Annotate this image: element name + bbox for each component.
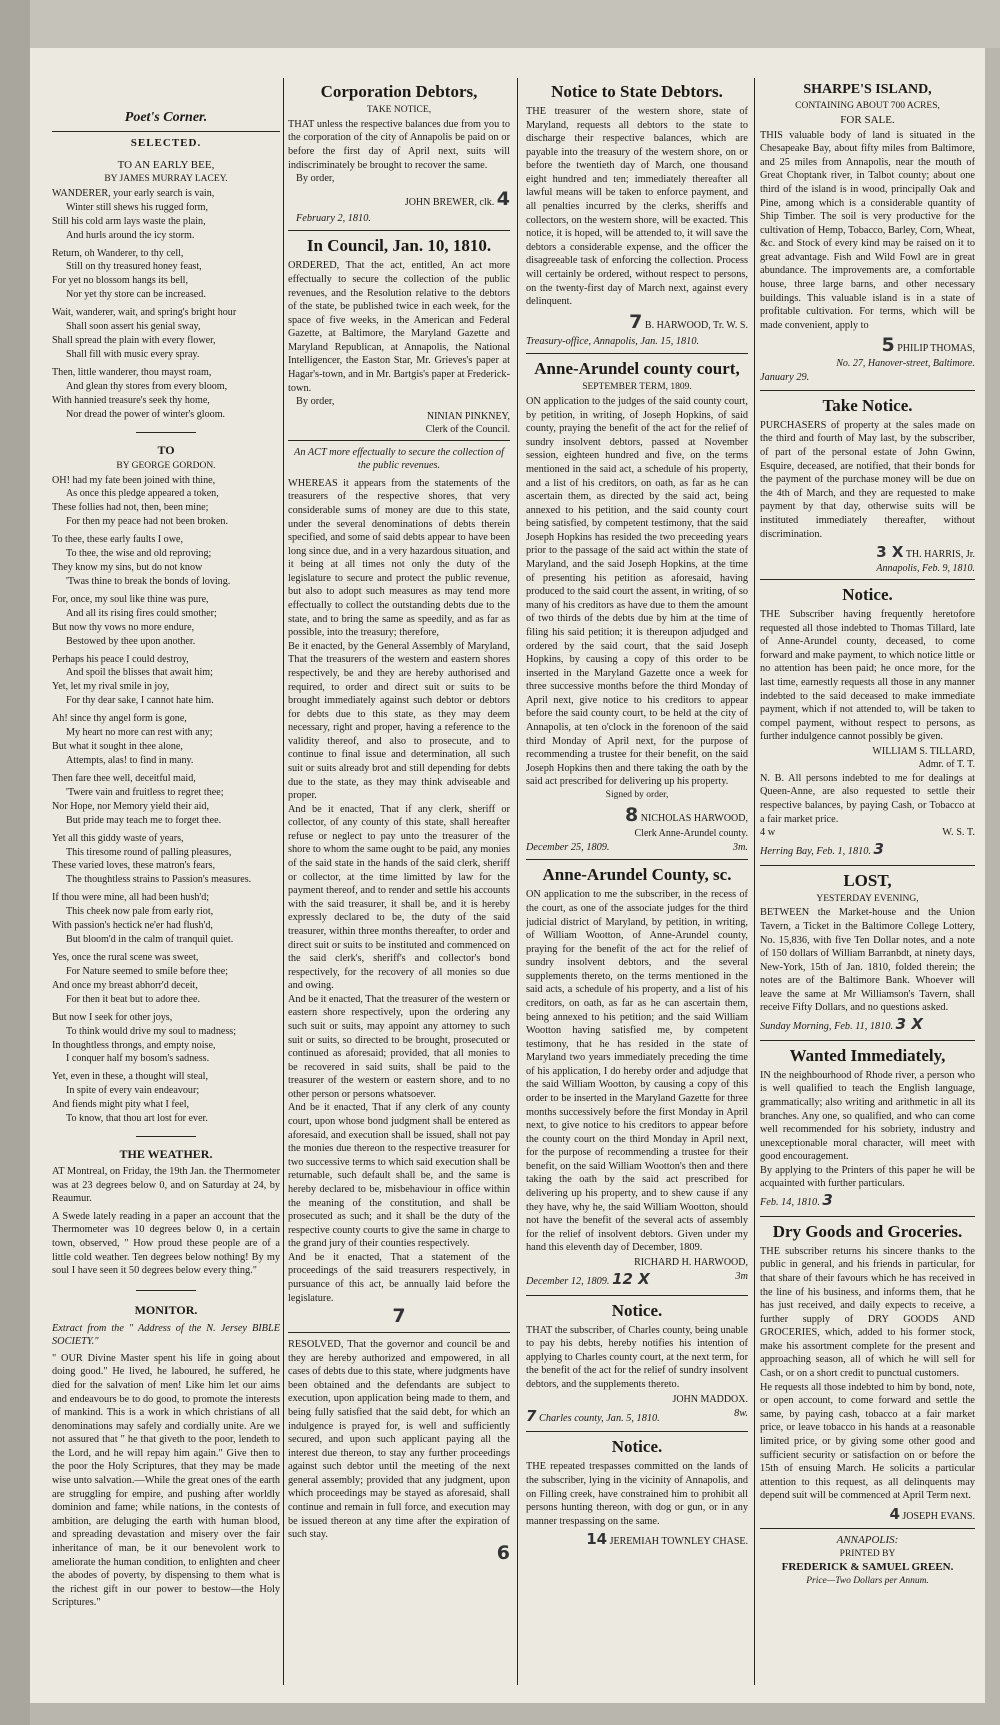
notice-date [760, 840, 975, 860]
poem-line: To think would drive my soul to madness; [66, 1025, 237, 1037]
notice-date-text: Charles county, Jan. 5, 1810. [539, 1412, 660, 1424]
column-rule [517, 78, 518, 1685]
notice-heading: Notice. [611, 1437, 663, 1457]
state-debtors-heading: Notice to State Debtors. [551, 82, 723, 101]
aa-court-heading: Anne-Arundel county court, [534, 359, 740, 379]
notice-signer: JOHN MADDOX. [672, 1393, 748, 1405]
scan-left-margin [0, 0, 30, 1725]
council-signer-title: Clerk of the Council. [425, 423, 510, 435]
poem-line: Shall fill with music every spray. [66, 349, 200, 361]
column-rule [754, 78, 755, 1685]
handwritten-mark: 8 [625, 803, 639, 826]
aa-county-heading: Anne-Arundel County, sc. [542, 865, 732, 885]
handwritten-mark: 6 [496, 1541, 510, 1564]
aa-court-signer-title: Clerk Anne-Arundel county. [634, 827, 748, 839]
poem-line: With passion's hectick ne'er had flush'd, [52, 920, 213, 932]
take-notice-signer: TH. HARRIS, Jr. [905, 549, 975, 561]
poem-line: For Nature seemed to smile before thee; [66, 965, 229, 977]
corporation-date: February 2, 1810. [296, 212, 371, 224]
poem-line: Still on thy treasured honey feast, [66, 261, 202, 273]
act-section: And be it enacted, That a statement of the proceedings of the said treasurers respectively, in pursuance of this act, be annually laid before the legislature. [288, 1251, 510, 1304]
divider [136, 432, 196, 433]
handwritten-mark: 5 [881, 334, 895, 357]
divider [526, 859, 748, 860]
sharpes-island-address: No. 27, Hanover-street, Baltimore. [836, 358, 975, 370]
poem2 [52, 474, 280, 1127]
poem-line: And glean thy stores from every bloom, [66, 380, 228, 392]
poem-line: Shall spread the plain with every flower, [52, 335, 216, 347]
poem-line: Nor Hope, nor Memory yield their aid, [52, 800, 209, 812]
poem-line: But now thy vows no more endure, [52, 621, 195, 633]
poem2-author: BY GEORGE GORDON. [116, 460, 216, 471]
poem-line: 'Twere vain and fruitless to regret thee; [66, 786, 224, 798]
poem-line: WANDERER, your early search is vain, [52, 187, 215, 199]
poem-line: Then, little wanderer, thou mayst roam, [52, 366, 212, 378]
sharpes-island-acres: CONTAINING ABOUT 700 ACRES, [795, 101, 940, 111]
poem-line: In spite of every vain endeavour; [66, 1085, 200, 1097]
take-notice-date: Annapolis, Feb. 9, 1810. [876, 563, 975, 575]
weather-paragraph: A Swede lately reading in a paper an account that the Thermometer was 10 degrees below 0, in a certain town, observed, " How proud these people are of a little cold weather. Ten degrees below nothing! By my soul I have seen it 50 degrees below every thing." [52, 1210, 280, 1277]
act-section: And be it enacted, That the treasurer of the western or eastern shore respectively, upon the ordering any such suit or suits, may appoint any attorney to such suit or suits, so directed to be brought, prosecuted or continued as aforesaid; provided, that all monies to be recovered in said suits, shall be paid to the treasurer of the western or eastern shore, and to no other person or persons whatsoever. [288, 993, 510, 1100]
sharpes-island-signer: PHILIP THOMAS, [897, 343, 975, 355]
dry-goods-body: THE subscriber returns his sincere thanks to the public in general, and his friends in particular, for that share of their favours which he has received in the line of his business, and informs them, that he has just received, and daily expects to receive, a further supply of DRY GOODS AND GROCERIES, which, added to his former stock, make his assortment complete for the present and approaching season, all of which he will sell for Cash, or on a short credit to punctual customers. [760, 1245, 975, 1380]
divider [526, 353, 748, 354]
column-4 [760, 80, 975, 1685]
poem-line: Shall soon assert his genial sway, [66, 321, 201, 333]
divider [526, 1295, 748, 1296]
poem-line: Yet, even in these, a thought will steal, [52, 1071, 208, 1083]
in-council-heading: In Council, Jan. 10, 1810. [306, 236, 492, 256]
poem-line: But what it sought in thee alone, [52, 741, 183, 753]
lost-date [760, 1015, 975, 1035]
notice-body: THE Subscriber having frequently heretofore requested all those indebted to Thomas Tillard, late of Anne-Arundel county, deceased, to come forward and make payment, to which notice little or no attention has been paid; he once more, for the last time, earnestly requests all those in any manner indebted to the said deceased to make immediate payment, which if not attended to, will be taken to compel payment, without respect to persons, as further indulgence cannot possibly be given. [760, 609, 975, 743]
notice-signer-title: Admr. of T. T. [918, 758, 975, 770]
notice-heading: Notice. [611, 1300, 663, 1320]
poem-line: For, once, my soul like thine was pure, [52, 593, 209, 605]
poem-line: Bestowed by thee upon another. [66, 635, 196, 647]
poem2-title: TO [157, 442, 175, 457]
corporation-signature [288, 188, 510, 210]
poem-line: But now I seek for other joys, [52, 1011, 173, 1023]
poem-line: For thy dear sake, I cannot hate him. [66, 695, 214, 707]
poem-line: Attempts, alas! to find in many. [66, 755, 194, 767]
divider [526, 1431, 748, 1432]
poem-line: Yet all this giddy waste of years, [52, 832, 184, 844]
wanted-date [760, 1191, 975, 1211]
poem-line: To thee, the wise and old reproving; [66, 548, 212, 560]
poem-line: As once this pledge appeared a token, [66, 488, 219, 500]
state-debtors-body: THE treasurer of the western shore, state of Maryland, requests all debtors to the state to discharge their respective balances, which are payable into the treasury of the western shore, on or before the twentieth day of March, one thousand eight hundred and ten; immediately thereafter all lawful means will be taken to enforce payment, and all penalties incurred by the clerks, sheriffs and collectors, on the western shore, will be exacted. This notice, it is hoped, will be attended to, it will save the debtors a considerable expense, and the officer the disagreeable task of enforcing the collection. Process will certainly be ordered, without respect to persons, on the twenty-first day of March next, against every delinquent. [526, 106, 748, 308]
divider [288, 1332, 510, 1333]
weather-paragraph: AT Montreal, on Friday, the 19th Jan. the Thermometer was at 23 degrees below 0, and on Saturday at 24, by Reaumur. [52, 1166, 280, 1205]
notice-body: THAT the subscriber, of Charles county, being unable to pay his debts, hereby notifies his intention of applying to Charles county court, at the next term, for the benefit of the act for the relief of sundry insolvent debtors, and the supplements thereto. [526, 1324, 748, 1391]
notice-term-length: 4 w [760, 827, 776, 839]
aa-court-signer: NICHOLAS HARWOOD, [640, 812, 748, 824]
take-notice-body: PURCHASERS of property at the sales made on the third and fourth of May last, by the subscriber, of part of the personal estate of John Gwinn, Esquire, deceased, are notified, that their bonds for the payment of the purchase money will be due on the 4th of March, and they are requested to make payment by that day, otherwise suits will be instituted immediately thereafter, without discrimination. [760, 419, 975, 540]
poem1-title: TO AN EARLY BEE, [117, 159, 215, 171]
poem-line: And fiends might pity what I feel, [52, 1099, 190, 1111]
selected-label: SELECTED. [130, 137, 202, 149]
divider [760, 865, 975, 866]
poem-line: These varied loves, these matron's fears, [52, 860, 215, 872]
poem-line: Yet, let my rival smile in joy, [52, 681, 170, 693]
poem-line: To know, that thou art lost for ever. [66, 1113, 208, 1125]
poem-line: Yes, once the rural scene was sweet, [52, 952, 199, 963]
poem-line: And spoil the blisses that await him; [66, 667, 213, 679]
poem-line: Then fare thee well, deceitful maid, [52, 772, 196, 784]
state-debtors-signature [526, 311, 748, 333]
column-rule [283, 78, 284, 1685]
handwritten-mark: 3 X [895, 1015, 923, 1034]
corporation-signer: JOHN BREWER, clk. [404, 196, 495, 208]
poem-line: Nor yet thy store can be increased. [66, 289, 206, 301]
column-3 [526, 80, 748, 1685]
corporation-debtors-heading: Corporation Debtors, [320, 82, 478, 101]
wanted-body-2: By applying to the Printers of this paper he will be acquainted with further particulars. [760, 1164, 975, 1190]
handwritten-mark: 3 X [876, 543, 904, 562]
resolved-body: RESOLVED, That the governor and council be and they are hereby authorized and empowered, in all cases of debts due to this state, where judgments have been obtained and the defendants are subject to execution, upon application being made to them, and being fully satisfied that the said debt, for which an indulgence is prayed for, is well and sufficiently secured, and upon such applicant paying all the interest due thereon, to stay any further proceedings against such debtor until the meeting of the next general assembly; provided that any judgment, upon which proceedings may be stayed as aforesaid, shall continue and remain in full force, and execution may be issued thereon at any time after the expiration of such stay. [288, 1339, 510, 1541]
aa-court-signed: Signed by order, [605, 789, 669, 800]
weather-heading: THE WEATHER. [119, 1147, 213, 1162]
act-preamble: WHEREAS it appears from the statements of the treasurers of the respective shores, that very considerable sums of money are due to this state, under the several denominations of debts therein specified, and some of said debts appear to have been long since due, and in a very hazardous situation, and it being at all times not only the duty of the legislature to secure and protect the public revenue, but also to adopt such measures as may tend more effectually to collect the outstanding debts due to the state, and to bring the same as speedily, and as far as possible, into the treasury; therefore, [288, 477, 510, 639]
lost-date-text: Sunday Morning, Feb. 11, 1810. [760, 1021, 894, 1033]
poem1-author: BY JAMES MURRAY LACEY. [104, 174, 228, 184]
poem-line: For then it beat but to adore thee. [66, 993, 200, 1005]
poem-line: To thee, these early faults I owe, [52, 534, 184, 546]
divider [760, 390, 975, 391]
notice-signature [526, 1530, 748, 1548]
poem-line: In thoughtless throngs, and empty noise, [52, 1039, 216, 1051]
handwritten-mark: 7 [629, 310, 643, 333]
aa-county-signer: RICHARD H. HARWOOD, [634, 1256, 748, 1268]
aa-court-term: SEPTEMBER TERM, 1809. [582, 382, 692, 393]
divider [760, 579, 975, 580]
dry-goods-heading: Dry Goods and Groceries. [772, 1221, 963, 1241]
handwritten-mark: 14 [586, 1530, 608, 1549]
poem-line: OH! had my fate been joined with thine, [52, 474, 216, 486]
poem-line: Still his cold arm lays waste the plain, [52, 215, 206, 227]
notice-signer: WILLIAM S. TILLARD, [872, 745, 975, 757]
divider [52, 131, 280, 132]
imprint-printed-by: PRINTED BY [839, 1548, 896, 1559]
poem-line: I conquer half my bosom's sadness. [66, 1053, 210, 1065]
imprint-price: Price—Two Dollars per Annum. [806, 1576, 929, 1587]
poem-line: This tiresome round of palling pleasures, [66, 846, 232, 858]
wanted-body: IN the neighbourhood of Rhode river, a person who is well qualified to teach the English language, grammatically; also writing and arithmetic in all its branches. Any one, so qualified, and who can come well recommended for his sobriety, industry and unexceptionable moral character, will meet with good encouragement. [760, 1069, 975, 1163]
poem-line: And all its rising fires could smother; [66, 607, 217, 619]
poem-line: Wait, wanderer, wait, and spring's bright hour [52, 307, 237, 319]
scan-top-margin [0, 0, 1000, 48]
sharpes-island-heading: SHARPE'S ISLAND, [803, 82, 932, 97]
aa-court-body: ON application to the judges of the said county court, by petition, in writing, of Joseph Hopkins, of said county, praying the benefit of the act for the relief of sundry insolvent debtors, passed at November session, eighteen hundred and five, on the terms mentioned in the said act, a schedule of his property, and a list of his creditors, on oath, as far as he can ascertain them, as directed by the said act, being annexed to his petition, and the said county court being satisfied, by competent testimony, that the said Joseph Hopkins has resided the two preceeding years prior to the passage of the said act within the state of Maryland, and the said Joseph Hopkins, at the time of presenting his petition as aforesaid, having produced to the said court the assent, in writing, of so many of his creditors as have due to them the amount of two thirds of the debts due by him at the time of filing his said petition; it is thereupon adjudged and ordered by the said court, that the said Joseph Hopkins, by causing a copy of this order to be inserted in the Maryland Gazette once a week for three successive months before the third Monday of April next, give notice to his creditors to appear before the said county court, to be held at the city of Annapolis, at ten o'clock in the forenoon of the said third Monday of April next, for the purpose of recommending a trustee for their benefit, on the said Joseph Hopkins then and there taking the oath by the said act prescribed for delivering up his property. [526, 396, 748, 788]
take-notice-sub: TAKE NOTICE, [366, 105, 432, 115]
handwritten-mark: 3 [873, 839, 884, 858]
poem-line: My heart no more can rest with any; [66, 727, 213, 739]
poem-line: Return, oh Wanderer, to thy cell, [52, 247, 184, 259]
column-1 [52, 80, 280, 1685]
poem-line: This cheek now pale from early riot, [66, 906, 214, 918]
poem-line: Nor dread the power of winter's gloom. [66, 408, 226, 420]
take-notice-signature [760, 543, 975, 561]
sharpes-island-for-sale: FOR SALE. [840, 113, 895, 126]
poem-line: And once my breast abhorr'd deceit, [52, 979, 198, 991]
notice-signer: JEREMIAH TOWNLEY CHASE. [609, 1536, 748, 1548]
poem-line: Perhaps his peace I could destroy, [52, 653, 189, 665]
dry-goods-signature [760, 1505, 975, 1523]
act-section: And be it enacted, That if any clerk, sheriff or collector, of any county of this state, shall hereafter refuse or neglect to pay unto the treasurer of the shore to whom the same ought to be paid, any monies of the said state in the hands of the said clerk, sheriff or collector, at the time limitted by law for the payment thereof, and to render and settle his accounts with the said treasurer, it shall be, and it is hereby expressly declared to be, the duty of the said treasurer, within three months thereafter, to order and direct suit or suits to be instituted and commenced on the said clerk's, sheriff's and collector's bond respectively, for the recovery of all monies so due and owing. [288, 803, 510, 992]
sharpes-island-date: January 29. [760, 372, 810, 384]
dry-goods-signer: JOSEPH EVANS. [902, 1510, 975, 1522]
poem-line: Ah! since thy angel form is gone, [52, 713, 187, 725]
aa-county-body: ON application to me the subscriber, in the recess of the court, as one of the associate judges for the third judicial district of Maryland, by petition, in writing, of William Wootton, of Anne-Arundel county, praying for the benefit of the act for the relief of sundry insolvent debtors, and the several supplements thereto, on the terms mentioned in the said acts, a schedule of his property, and a list of his creditors, on oath, as far as he can ascertain them, being annexed to his petition; and the said William Wootton having satisfied me, by competent testimony, that he has resided in the state of Maryland two years immediately preceding the time of his application, I do hereby order and adjudge that the said William Wootton, by causing a copy of this order to be inserted in the Maryland Gazette for three months successively before the first Monday in April next, to give notice to his creditors to appear before the county court on the third Monday in April next, for the purpose of recommending a trustee for their benefit, on the said William Wootton's then and there taking the oath by the said act prescribed for delivering up his property, and to shew cause if any they have, why he, the said William Wootton, should not have the benefit of the several acts of assembly for the relief of insolvent debtors. Given under my hand this eleventh day of December, 1809. [526, 889, 748, 1254]
notice-heading: Notice. [842, 585, 893, 605]
take-notice-heading: Take Notice. [822, 395, 913, 415]
poets-corner-heading: Poet's Corner. [124, 110, 208, 125]
council-by-order: By order, [296, 396, 335, 408]
state-debtors-signer: B. HARWOOD, Tr. W. S. [644, 319, 748, 331]
sharpes-island-signature [760, 334, 975, 356]
aa-county-term-length: 3m [735, 1270, 748, 1282]
poem-line: With hannied treasure's seek thy home, [52, 394, 210, 406]
act-section: Be it enacted, by the General Assembly of Maryland, That the treasurers of the western and eastern shores respectively, be and they are hereby authorised and required, to order and direct suit or suits to be brought immediately against such debtor or debtors for debts due to this state, as they may deem necessary, right and proper, having a reference to the validity thereof, and also to prosecute, and to continue to final issue and determination, all such suit or suits already brot and still depending for debts due to the state, as they may think adviseable and proper. [288, 640, 510, 802]
handwritten-mark: 4 [889, 1504, 900, 1523]
newspaper-page [30, 48, 985, 1703]
poem1 [52, 187, 280, 422]
sharpes-island-body: THIS valuable body of land is situated in the Chesapeake Bay, about fifty miles from Baltimore, and 25 miles from Annapolis, near the mouth of Great Choptank river, in Talbot county; about one third of the island is in wood, principally Oak and Pine, among which is a considerable quantity of Ship Timber. The soil is very productive for the cultivation of Hemp, Tobacco, Barley, Corn, Wheat, &c. and Stock of every kind may be raised on it to great advantage. Fish and Wild Fowl are in great abundance. The improvements are, a comfortable house, three large barns, and other necessary buildings. This valuable island is in a state of profitable cultivation. For terms, which will be made convenient, apply to [760, 129, 975, 331]
handwritten-mark: 3 [822, 1191, 833, 1210]
notice-terms [760, 826, 975, 840]
divider [760, 1216, 975, 1217]
poem-line: Winter still shews his rugged form, [66, 201, 209, 213]
aa-court-term-length: 3m. [732, 841, 748, 853]
handwritten-mark: 4 [496, 187, 510, 210]
lost-heading: LOST, [843, 870, 892, 890]
council-signer: NINIAN PINKNEY, [426, 410, 510, 422]
divider [136, 1136, 196, 1137]
wanted-heading: Wanted Immediately, [789, 1045, 946, 1065]
poem-line: If thou were mine, all had been hush'd; [52, 892, 210, 904]
poem-line: For then my peace had not been broken. [66, 516, 229, 528]
poem-line: And hurls around the icy storm. [66, 229, 195, 241]
poem-line: But pride may teach me to forget thee. [66, 814, 222, 826]
notice-initials: W. S. T. [942, 827, 975, 839]
aa-court-signature [526, 804, 748, 826]
monitor-heading: MONITOR. [134, 1302, 198, 1317]
column-2 [288, 80, 510, 1685]
aa-county-date-text: December 12, 1809. [526, 1275, 610, 1287]
notice-date [526, 1407, 748, 1427]
divider [288, 230, 510, 231]
dry-goods-body-2: He requests all those indebted to him by bond, note, or open account, to come forward and settle the same, by paying cash, tobacco at a fair market price, or leave tobacco in his hands at a reasonable limited price, or by giving some other good and sufficient security or satisfaction on or before the 15th of ensuing March. He solicits a particular attention to this request, as all delinquents may depend suit will be commenced at April Term next. [760, 1381, 975, 1502]
notice-date-text: Herring Bay, Feb. 1, 1810. [760, 845, 871, 857]
act-section: And be it enacted, That if any clerk of any county court, upon whose bond judgment shall be entered as aforesaid, and execution shall be issued, shall not pay the monies due thereon to the respective treasurer for two successive terms to which said execution shall be returnable, such default shall be, and the same is hereby declared to be, misbehaviour in office within the meaning of the constitution, and shall be prosecuted as such; and it shall be the duty of the respective county courts to give the same in charge to the grand jury of their counties respectively. [288, 1102, 510, 1250]
handwritten-mark: 7 [526, 1406, 537, 1425]
handwritten-mark: 7 [392, 1305, 406, 1328]
poem-line: But bloom'd in the calm of tranquil quiet. [66, 934, 234, 946]
aa-court-date [526, 841, 748, 855]
poem-line: The thoughtless strains to Passion's measures. [66, 874, 252, 886]
divider [760, 1040, 975, 1041]
divider [136, 1290, 196, 1291]
notice-term-length: 8w. [734, 1407, 748, 1419]
divider [288, 440, 510, 441]
imprint-printers: FREDERICK & SAMUEL GREEN. [781, 1561, 954, 1574]
lost-sub: YESTERDAY EVENING, [816, 893, 919, 904]
poem-line: For yet no blossom hangs its bell, [52, 275, 188, 287]
handwritten-mark: 12 X [612, 1269, 650, 1288]
poem-line: They know my sins, but do not know [52, 562, 203, 574]
imprint-place: ANNAPOLIS: [836, 1533, 899, 1546]
aa-county-date [526, 1270, 748, 1290]
state-debtors-date: Treasury-office, Annapolis, Jan. 15, 1810. [526, 335, 700, 347]
monitor-intro: Extract from the " Address of the N. Jersey BIBLE SOCIETY." [52, 1322, 280, 1348]
corporation-by-order: By order, [296, 173, 335, 185]
aa-court-date-text: December 25, 1809. [526, 841, 610, 853]
notice-body: THE repeated trespasses committed on the lands of the subscriber, lying in the vicinity of Annapolis, and on Filling creek, have constrained him to prohibit all persons hunting thereon, with dog or gun, or in any manner trespassing on the same. [526, 1461, 748, 1527]
notice-nb: N. B. All persons indebted to me for dealings at Queen-Anne, are also requested to settle their respective balances, by paying Cash, or Tobacco at a fair market price. [760, 772, 975, 825]
divider [760, 1528, 975, 1529]
poem-line: These follies had not, then, been mine; [52, 502, 209, 514]
council-body: ORDERED, That the act, entitled, An act more effectually to secure the collection of the public revenues, and the Resolution relative to the debtors of the state, be published twice in each week, for the space of five weeks, in the American and Federal Gazette, at Baltimore, the Maryland Gazette and Maryland Republican, at Annapolis, the National Intelligencer, the Easton Star, Mr. Grieves's paper at Hagar's-town, and in Mr. Bartgis's paper at Frederick-town. [288, 260, 510, 394]
corporation-body: THAT unless the respective balances due from you to the corporation of the city of Annapolis be paid on or before the first day of April next, suits will indiscriminately be brought to recover the same. [288, 118, 510, 171]
poem-line: 'Twas thine to break the bonds of loving. [66, 575, 231, 587]
monitor-body: " OUR Divine Master spent his life in going about doing good." He lived, he laboured, he suffered, he died for the salvation of men! Like him let our aims and endeavours be to do good, to promote the interests of mankind. This is a work in which christians of all denominations may safely and cordially unite. Are we not assured that " he that giveth to the poor, lendeth to the Lord, and he will repay him again." Give then to the poor the Holy Scriptures, that they may be made wise unto salvation.—While the great ones of the earth are struggling for empire, and pushing after worldly dominion and fame; while nations, in the contests of ambition, are deluging the earth with human blood, and spreading devastation and misery over the fair inheritance of man, be it our benevolent work to ameliorate the human condition, to enlighten and cheer the abodes of poverty, by dispensing to them what is the richest gift in our power to bestow—the Holy Scriptures." [52, 1352, 280, 1609]
lost-body: BETWEEN the Market-house and the Union Tavern, a Ticket in the Baltimore College Lottery, No. 15,836, with five Ten Dollar notes, and a note of 150 dollars of William Barranbdt, at ninety days, New-York, 15th of Jan. 1810, folded therein; the notes are of the Baltimore Bank. Whoever will leave the same at Mr Williamson's Tavern, shall receive Fifty Dollars, and no questions asked. [760, 907, 975, 1014]
act-title: An ACT more effectually to secure the collection of the public revenues. [294, 446, 504, 472]
wanted-date-text: Feb. 14, 1810. [760, 1197, 820, 1209]
